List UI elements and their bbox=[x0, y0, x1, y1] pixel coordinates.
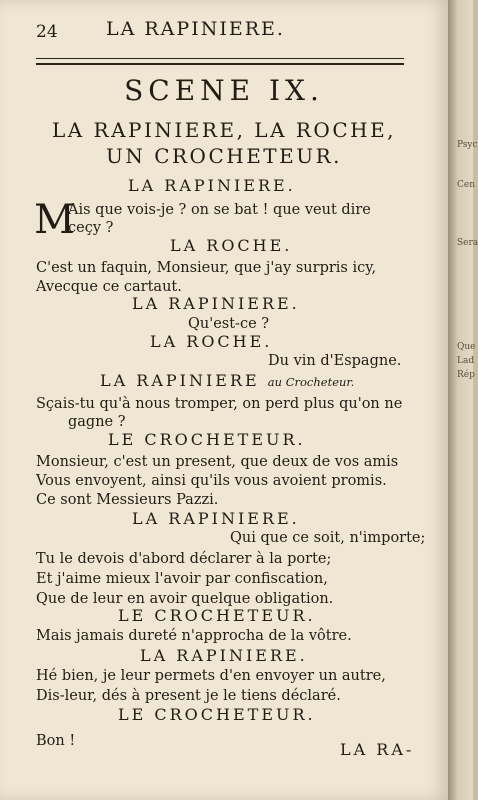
adjacent-fragment: Lad bbox=[457, 356, 475, 366]
verse-line: ceçy ? bbox=[68, 220, 114, 236]
speaker-la-rapiniere: LA RAPINIERE. bbox=[132, 294, 300, 313]
speaker-le-crocheteur: LE CROCHETEUR. bbox=[118, 606, 316, 625]
verse-line: Qui que ce soit, n'importe; bbox=[230, 530, 426, 546]
verse-line: gagne ? bbox=[68, 414, 126, 430]
speaker-la-rapiniere: LA RAPINIERE. bbox=[128, 176, 296, 195]
header-rule bbox=[36, 58, 404, 65]
verse-line: Ais que vois-je ? on se bat ! que veut dire bbox=[68, 202, 371, 218]
speaker-la-rapiniere: LA RAPINIERE. bbox=[140, 646, 308, 665]
speaker-le-crocheteur: LE CROCHETEUR. bbox=[108, 430, 306, 449]
adjacent-page-edge bbox=[448, 0, 478, 800]
verse-line: Bon ! bbox=[36, 733, 76, 749]
adjacent-fragment: Que bbox=[457, 342, 476, 352]
verse-line: Et j'aime mieux l'avoir par confiscation, bbox=[36, 571, 328, 587]
verse-line: Hé bien, je leur permets d'en envoyer un autre, bbox=[36, 668, 386, 684]
adjacent-fragment: Rép bbox=[457, 370, 475, 380]
speaker-la-rapiniere: LA RAPINIERE. bbox=[132, 509, 300, 528]
speaker-la-roche: LA ROCHE. bbox=[150, 332, 273, 351]
verse-line: Mais jamais dureté n'approcha de la vôtre. bbox=[36, 628, 352, 644]
verse-line: Que de leur en avoir quelque obligation. bbox=[36, 591, 334, 607]
running-title: LA RAPINIERE. bbox=[106, 18, 285, 40]
adjacent-fragment: Psyc bbox=[457, 140, 478, 150]
speaker-le-crocheteur: LE CROCHETEUR. bbox=[118, 705, 316, 724]
verse-line: Monsieur, c'est un present, que deux de vos amis bbox=[36, 454, 399, 470]
cast-list-line-1: LA RAPINIERE, LA ROCHE, bbox=[51, 118, 397, 142]
verse-line: Vous envoyent, ainsi qu'ils vous avoient promis. bbox=[36, 473, 387, 489]
verse-line: Du vin d'Espagne. bbox=[268, 353, 402, 369]
drop-cap: M bbox=[34, 197, 75, 243]
cast-list-line-2: UN CROCHETEUR. bbox=[105, 144, 343, 168]
catchword: LA RA- bbox=[340, 740, 415, 759]
verse-line: Ce sont Messieurs Pazzi. bbox=[36, 492, 219, 508]
verse-line: Dis-leur, dés à present je le tiens déclaré. bbox=[36, 688, 341, 704]
adjacent-fragment: Sera bbox=[457, 238, 478, 248]
verse-line: C'est un faquin, Monsieur, que j'ay surpris icy, bbox=[36, 260, 377, 276]
speaker-la-rapiniere bbox=[100, 371, 354, 390]
speaker-name: LA RAPINIERE bbox=[100, 371, 260, 390]
verse-line: Qu'est-ce ? bbox=[188, 316, 270, 332]
scene-title: SCENE IX. bbox=[124, 74, 324, 107]
stage-direction: au Crocheteur. bbox=[267, 375, 355, 389]
adjacent-fragment: Cen bbox=[457, 180, 476, 190]
speaker-la-roche: LA ROCHE. bbox=[170, 236, 293, 255]
verse-line: Sçais-tu qu'à nous tromper, on perd plus qu'on ne bbox=[36, 396, 403, 412]
verse-line: Avecque ce cartaut. bbox=[36, 279, 182, 295]
page-header bbox=[36, 18, 406, 42]
page-number: 24 bbox=[36, 22, 58, 42]
verse-line: Tu le devois d'abord déclarer à la porte; bbox=[36, 551, 332, 567]
